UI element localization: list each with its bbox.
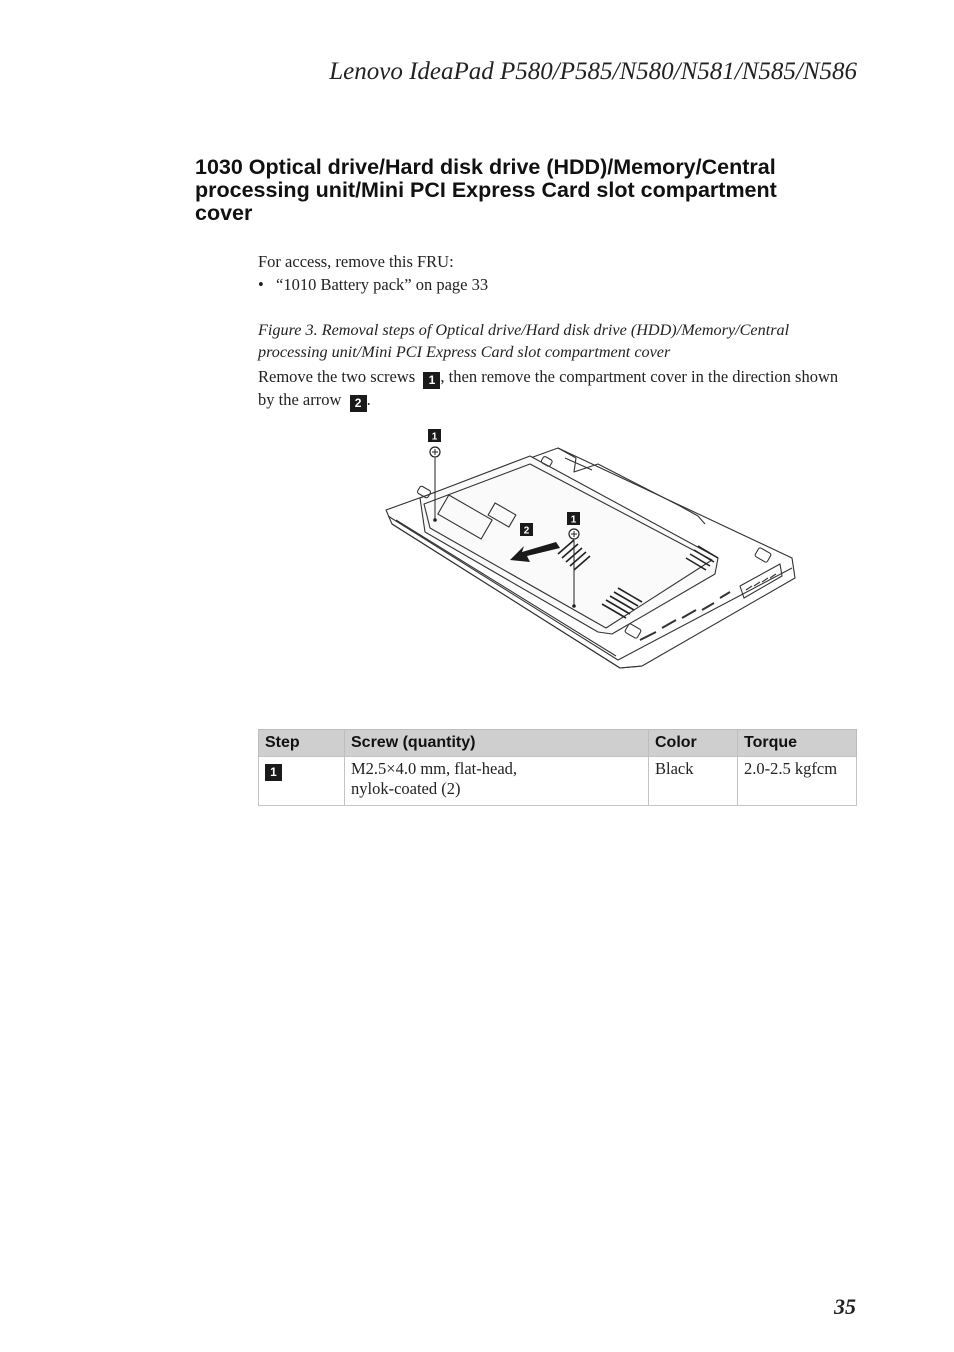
callout-2 (520, 523, 533, 537)
svg-text:2: 2 (523, 525, 530, 537)
callout-1-right (567, 512, 580, 526)
prerequisite-item (258, 275, 488, 295)
screw-icon (569, 529, 579, 539)
svg-text:1: 1 (570, 514, 577, 526)
access-intro: For access, remove this FRU: (258, 252, 454, 271)
cell-color: Black (649, 757, 738, 806)
table-header-row (259, 730, 857, 757)
figure-caption: Figure 3. Removal steps of Optical drive/Hard disk drive (HDD)/Memory/Central processing unit/Mini PCI Express Card slot compartment cover (258, 321, 790, 361)
running-header: Lenovo IdeaPad P580/P585/N580/N581/N585/N586 (329, 58, 857, 85)
instruction-part: . (366, 390, 371, 409)
laptop-bottom-illustration (380, 428, 810, 678)
page-number: 35 (834, 1294, 856, 1319)
step-marker-2: 2 (350, 395, 367, 412)
cell-screw (345, 757, 649, 806)
header-torque: Torque (738, 730, 857, 757)
prerequisite-list (258, 275, 488, 295)
svg-text:1: 1 (431, 431, 438, 443)
header-screw: Screw (quantity) (345, 730, 649, 757)
header-color: Color (649, 730, 738, 757)
table-row (259, 757, 857, 806)
screw-icon (430, 447, 440, 457)
instruction-part: , then remove the compartment cover in the direction shown by the arrow (258, 367, 839, 409)
screw-description: M2.5×4.0 mm, flat-head, nylok-coated (2) (351, 759, 518, 798)
instruction-part: Remove the two screws (258, 367, 416, 386)
cell-torque: 2.0-2.5 kgfcm (738, 757, 857, 806)
header-step: Step (259, 730, 345, 757)
step-marker-1: 1 (423, 372, 440, 389)
screw-spec-table (258, 729, 857, 806)
section-title: 1030 Optical drive/Hard disk drive (HDD)/Memory/Central processing unit/Mini PCI Express Card slot compartment cover (195, 155, 777, 225)
cell-step (259, 757, 345, 806)
step-marker-1: 1 (265, 764, 282, 781)
callout-1-left (428, 429, 441, 443)
instruction-text (258, 366, 858, 412)
prerequisite-link[interactable]: “1010 Battery pack” on page 33 (276, 275, 489, 294)
